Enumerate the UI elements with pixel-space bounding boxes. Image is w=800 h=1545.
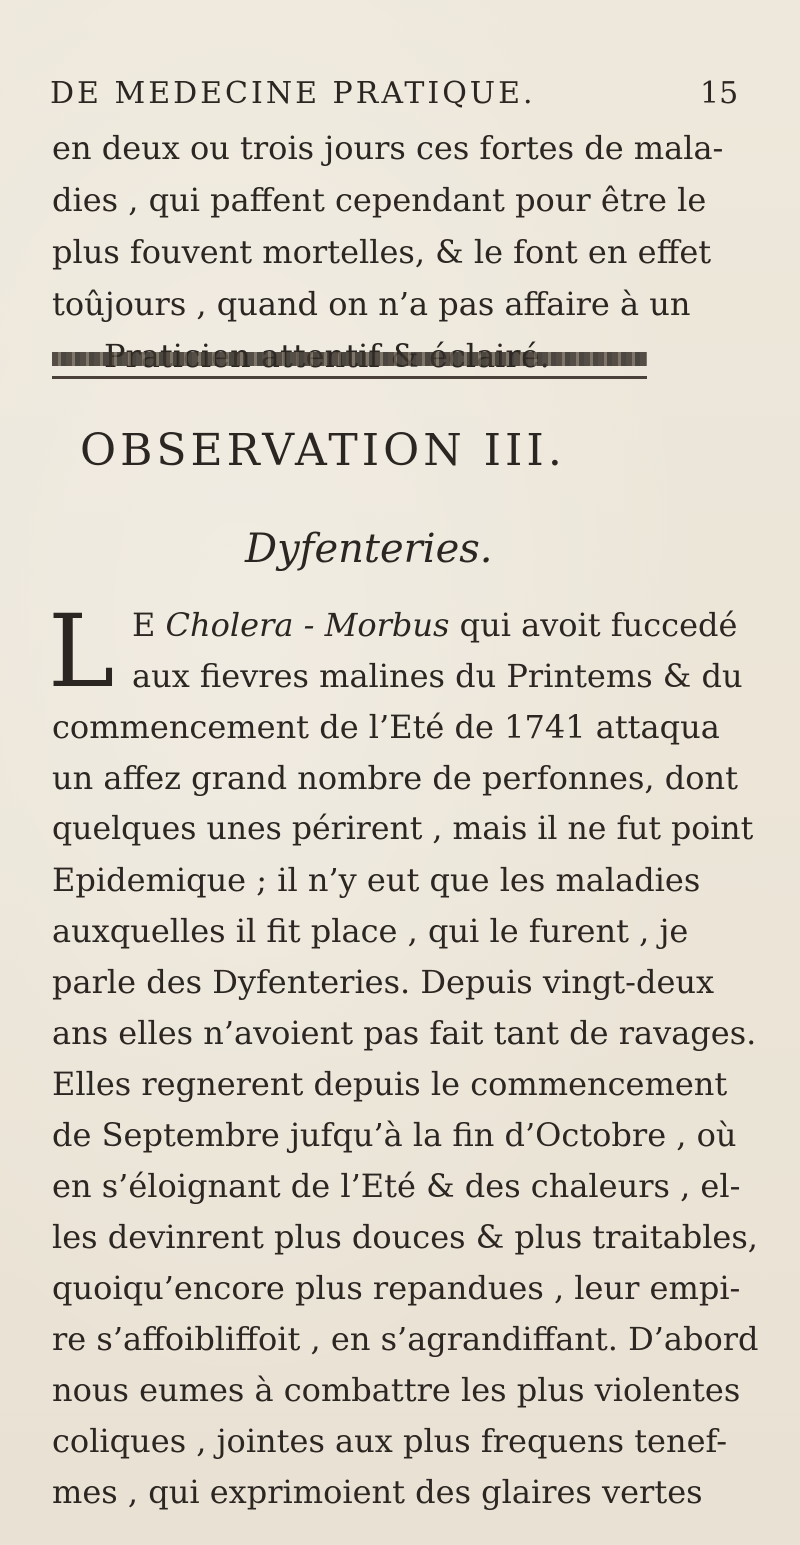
section-title: OBSERVATION III. xyxy=(80,425,566,476)
ornamental-rule xyxy=(52,352,647,386)
first-line xyxy=(132,605,737,645)
drop-cap: L xyxy=(48,593,115,710)
text-line: quoiqu’encore plus repandues , leur empi- xyxy=(52,1269,741,1307)
text-line: quelques unes périrent , mais il ne fut point xyxy=(52,811,754,847)
text-line: un affez grand nombre de perfonnes, dont xyxy=(52,759,738,797)
text-line: aux fievres malines du Printems & du xyxy=(132,657,743,695)
rule-thin xyxy=(52,376,647,379)
first-line-italic: Cholera - Morbus xyxy=(165,606,450,644)
text-line: ans elles n’avoient pas fait tant de ravages. xyxy=(52,1014,757,1052)
text-line: commencement de l’Eté de 1741 attaqua xyxy=(52,708,720,746)
text-line: Elles regnerent depuis le commencement xyxy=(52,1065,728,1103)
page-number: 15 xyxy=(700,76,739,111)
section-subtitle: Dyfenteries. xyxy=(245,526,493,572)
text-line: en deux ou trois jours ces fortes de mala- xyxy=(52,129,724,167)
running-head: DE MEDECINE PRATIQUE. xyxy=(50,76,536,111)
text-line: nous eumes à combattre les plus violentes xyxy=(52,1371,741,1409)
text-line: re s’affoibliffoit , en s’agrandiffant. D’abord xyxy=(52,1320,759,1358)
text-line: toûjours , quand on n’a pas affaire à un xyxy=(52,285,691,323)
first-line-end: qui avoit fuccedé xyxy=(449,606,738,644)
text-line: plus fouvent mortelles, & le font en effet xyxy=(52,233,712,271)
text-line: en s’éloignant de l’Eté & des chaleurs , el- xyxy=(52,1167,741,1205)
text-line: de Septembre jufqu’à la fin d’Octobre , où xyxy=(52,1116,737,1154)
text-line: dies , qui paffent cependant pour être le xyxy=(52,181,707,219)
first-line-start: E xyxy=(132,606,166,644)
text-line: auxquelles il fit place , qui le furent , je xyxy=(52,912,689,950)
rule-thick xyxy=(52,352,647,366)
text-line: parle des Dyfenteries. Depuis vingt-deux xyxy=(52,963,715,1001)
text-line: coliques , jointes aux plus frequens tenef- xyxy=(52,1422,728,1460)
text-line: Epidemique ; il n’y eut que les maladies xyxy=(52,861,701,899)
text-line: les devinrent plus douces & plus traitables, xyxy=(52,1218,758,1256)
text-line: mes , qui exprimoient des glaires vertes xyxy=(52,1473,703,1511)
